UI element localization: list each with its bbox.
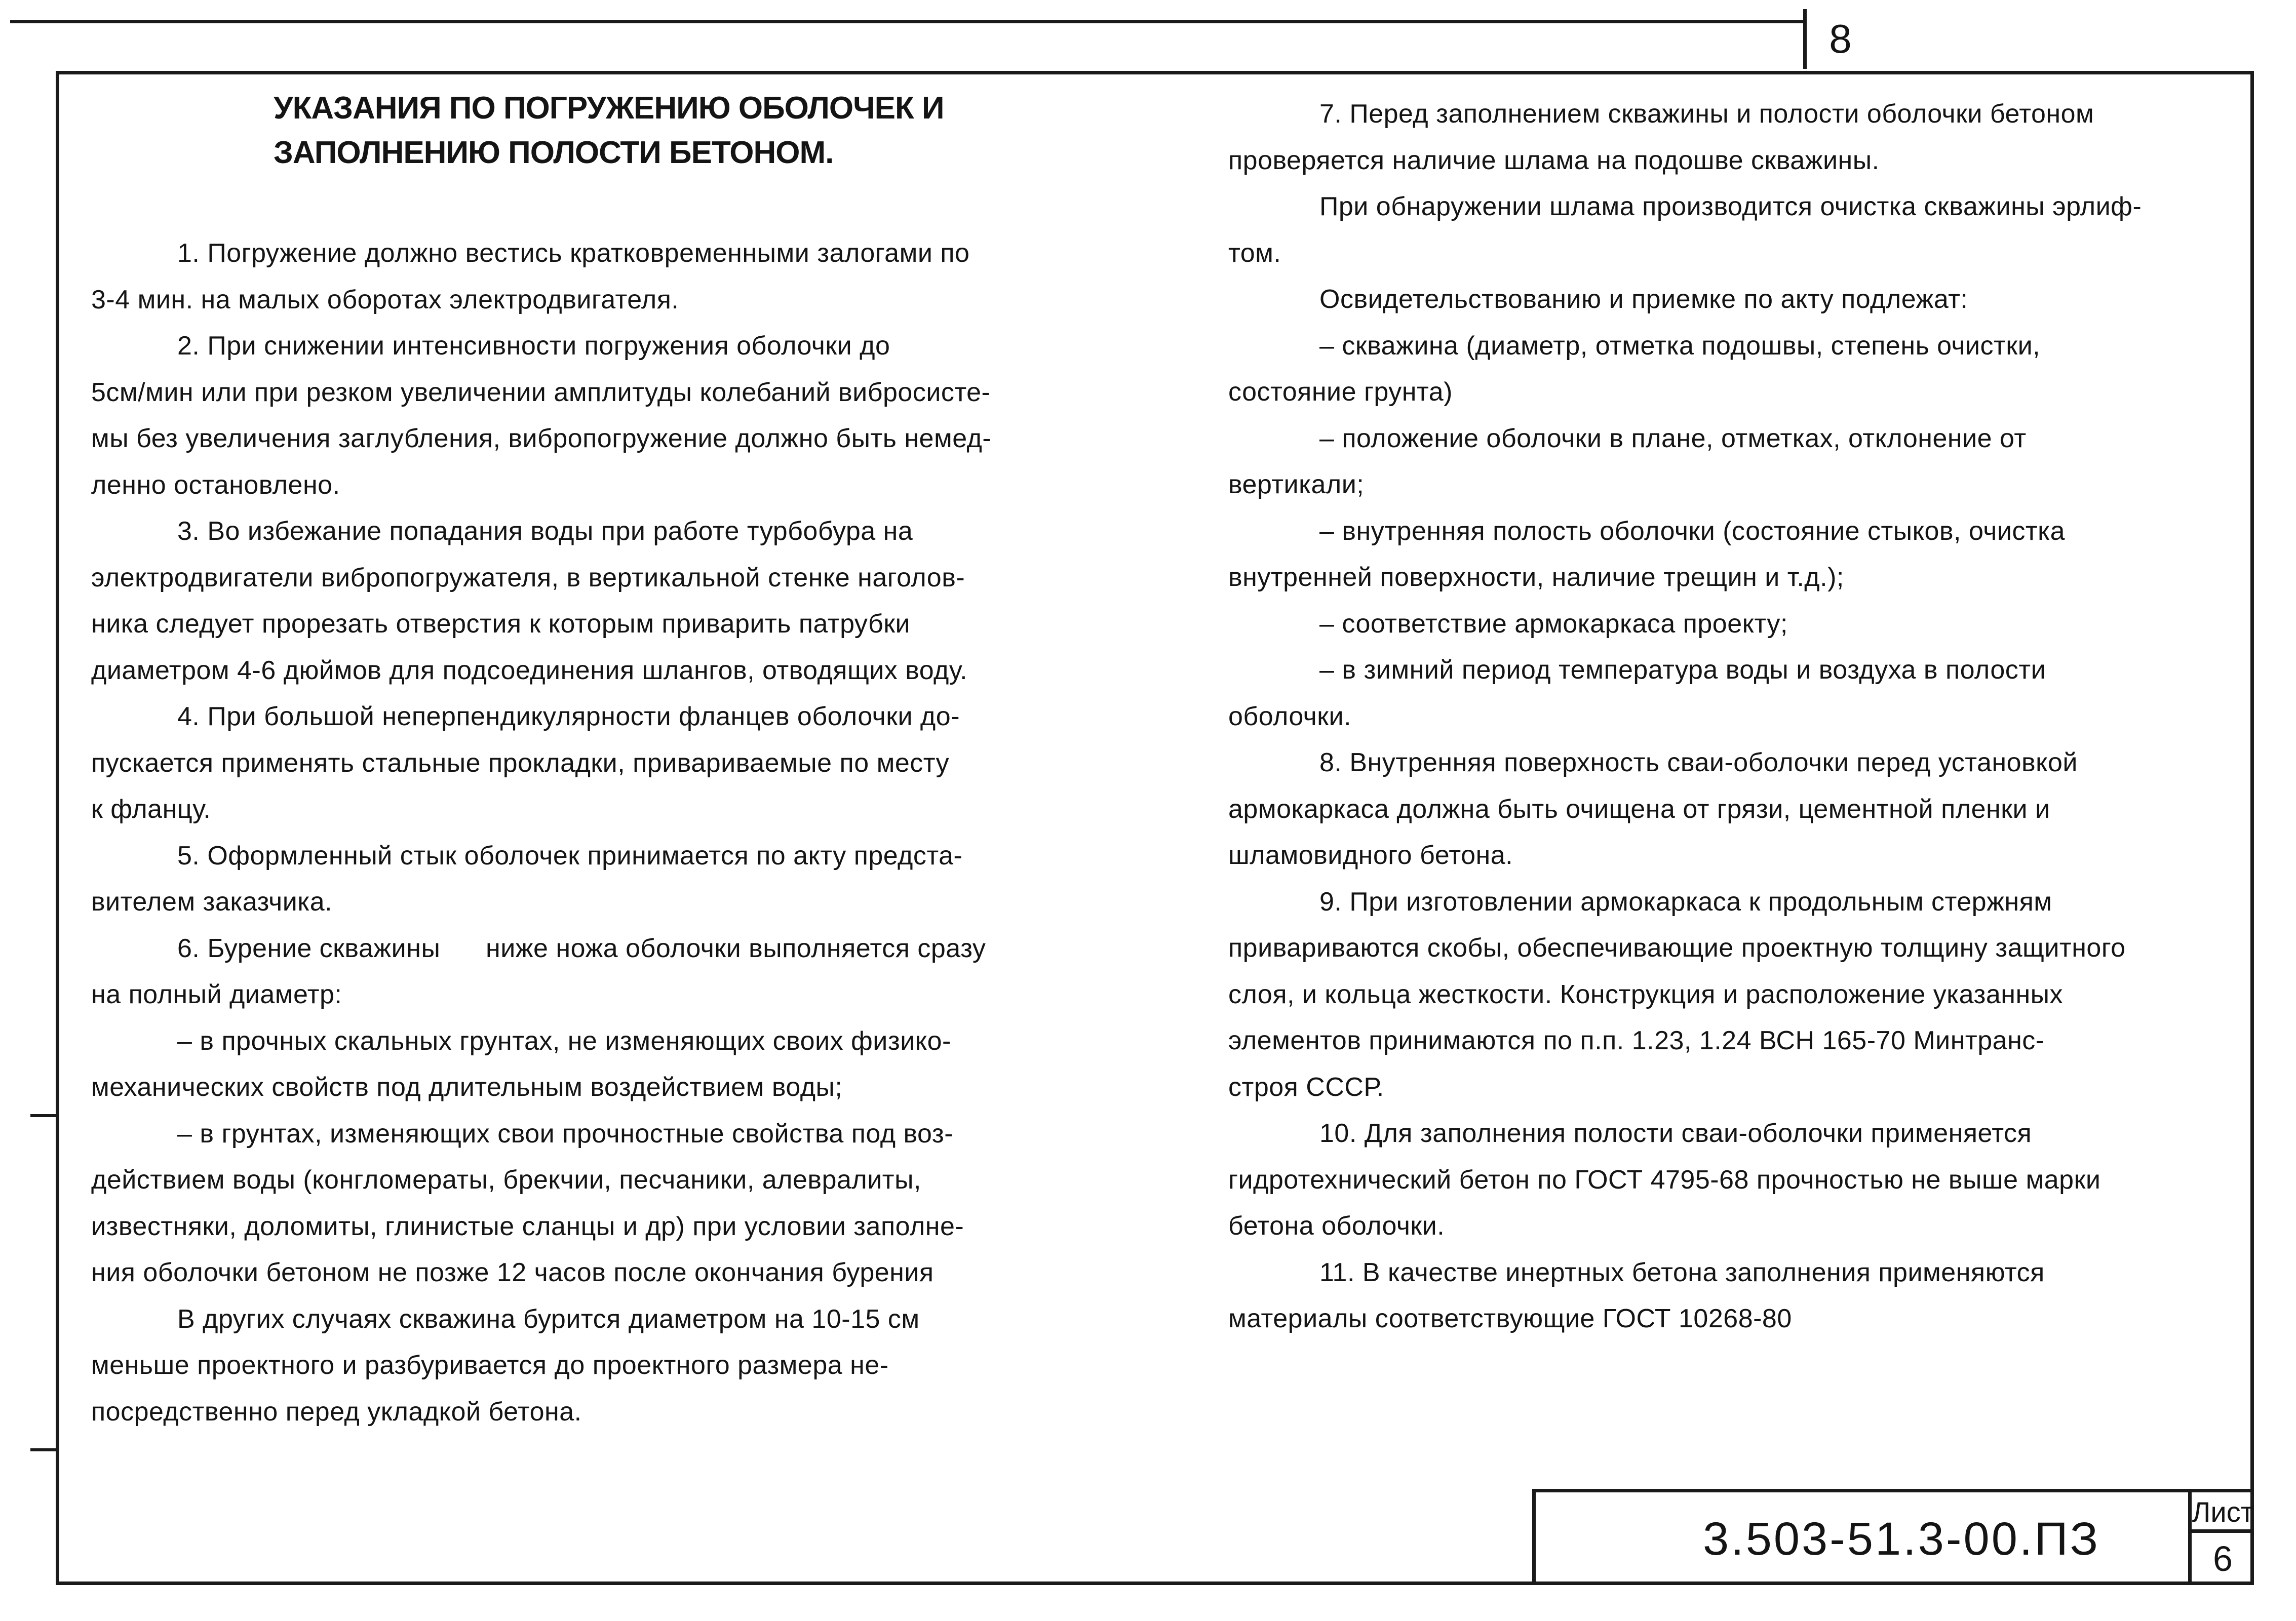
paragraph-line: посредственно перед укладкой бетона. xyxy=(91,1397,582,1427)
page-corner-number-text: 8 xyxy=(1829,16,1852,61)
paragraph-line: ленно остановлено. xyxy=(91,470,340,500)
paragraph-line: 7. Перед заполнением скважины и полости оболочки бетоном xyxy=(1319,99,2094,129)
paragraph-line: состояние грунта) xyxy=(1228,377,1453,407)
paragraph-line: внутренней поверхности, наличие трещин и т.д.); xyxy=(1228,563,1844,592)
margin-tick xyxy=(30,1114,58,1117)
paragraph-line: гидротехнический бетон по ГОСТ 4795-68 прочностью не выше марки xyxy=(1228,1165,2101,1195)
paragraph-line: – в грунтах, изменяющих свои прочностные свойства под воз- xyxy=(177,1119,954,1149)
paragraph-line: на полный диаметр: xyxy=(91,980,342,1009)
page-corner-number xyxy=(1803,9,1874,69)
paragraph-line: оболочки. xyxy=(1228,701,1352,731)
sheet-number: 6 xyxy=(2213,1539,2233,1578)
sheet-cell xyxy=(2188,1492,2254,1585)
paragraph-line: известняки, доломиты, глинистые сланцы и др) при условии заполне- xyxy=(91,1211,964,1241)
paragraph-line: – в прочных скальных грунтах, не изменяющих своих физико- xyxy=(177,1026,951,1056)
paragraph-line: электродвигатели вибропогружателя, в вертикальной стенке наголов- xyxy=(91,563,965,592)
title-line: УКАЗАНИЯ ПО ПОГРУЖЕНИЮ ОБОЛОЧЕК И xyxy=(274,91,944,126)
paragraph-line: элементов принимаются по п.п. 1.23, 1.24 ВСН 165-70 Минтранс- xyxy=(1228,1026,2045,1055)
paragraph-line: 8. Внутренняя поверхность сваи-оболочки перед установкой xyxy=(1319,748,2078,777)
paragraph-line: Освидетельствованию и приемке по акту подлежат: xyxy=(1319,285,1968,314)
title-block-stamp xyxy=(1532,1489,2254,1585)
paragraph-line: том. xyxy=(1228,238,1281,268)
paragraph-line: 3-4 мин. на малых оборотах электродвигателя. xyxy=(91,285,679,314)
paragraph-line: – положение оболочки в плане, отметках, отклонение от xyxy=(1319,423,2027,453)
paragraph-line: бетона оболочки. xyxy=(1228,1211,1445,1241)
paragraph-line: вителем заказчика. xyxy=(91,887,333,917)
paragraph-line: меньше проектного и разбуривается до проектного размера не- xyxy=(91,1351,889,1380)
document-code: 3.503-51.3-00.ПЗ xyxy=(1703,1513,2100,1565)
paragraph-line: диаметром 4-6 дюймов для подсоединения шлангов, отводящих воду. xyxy=(91,655,968,685)
sheet-label: Лист xyxy=(2192,1492,2254,1533)
paragraph-line: 2. При снижении интенсивности погружения оболочки до xyxy=(177,331,890,361)
paragraph-line: механических свойств под длительным воздействием воды; xyxy=(91,1073,843,1102)
right-column xyxy=(1228,91,2142,1342)
paragraph-line: армокаркаса должна быть очищена от грязи, цементной пленки и xyxy=(1228,794,2050,824)
paragraph-line: 5. Оформленный стык оболочек принимается по акту предста- xyxy=(177,841,963,871)
paragraph-line: вертикали; xyxy=(1228,470,1365,499)
paragraph-line: мы без увеличения заглубления, вибропогружение должно быть немед- xyxy=(91,424,992,453)
paragraph-line: – скважина (диаметр, отметка подошвы, степень очистки, xyxy=(1319,331,2041,361)
paragraph-line: 9. При изготовлении армокаркаса к продольным стержням xyxy=(1319,887,2052,917)
paragraph-line: 6. Бурение скважины ниже ножа оболочки выполняется сразу xyxy=(177,933,986,963)
paragraph-line: 10. Для заполнения полости сваи-оболочки применяется xyxy=(1319,1119,2032,1148)
paragraph-line: 4. При большой неперпендикулярности фланцев оболочки до- xyxy=(177,702,960,731)
left-column xyxy=(91,230,991,1435)
paragraph-line: В других случаях скважина бурится диаметром на 10-15 см xyxy=(177,1304,920,1334)
document-title xyxy=(274,86,944,175)
paragraph-line: – соответствие армокаркаса проекту; xyxy=(1319,609,1788,639)
paragraph-line: пускается применять стальные прокладки, привариваемые по месту xyxy=(91,748,950,778)
margin-tick xyxy=(30,1448,58,1451)
paragraph-line: – внутренняя полость оболочки (состояние стыков, очистка xyxy=(1319,516,2065,546)
top-rule xyxy=(10,20,1806,23)
paragraph-line: строя СССР. xyxy=(1228,1072,1384,1102)
paragraph-line: шламовидного бетона. xyxy=(1228,841,1513,870)
paragraph-line: – в зимний период температура воды и воздуха в полости xyxy=(1319,655,2046,685)
title-line: ЗАПОЛНЕНИЮ ПОЛОСТИ БЕТОНОМ. xyxy=(274,135,834,170)
paragraph-line: проверяется наличие шлама на подошве скважины. xyxy=(1228,145,1880,175)
paragraph-line: действием воды (конгломераты, брекчии, песчаники, алевралиты, xyxy=(91,1165,921,1195)
paragraph-line: 5см/мин или при резком увеличении амплитуды колебаний вибросисте- xyxy=(91,377,991,407)
paragraph-line: ника следует прорезать отверстия к которым приварить патрубки xyxy=(91,609,911,639)
paragraph-line: При обнаружении шлама производится очистка скважины эрлиф- xyxy=(1319,192,2142,221)
paragraph-line: привариваются скобы, обеспечивающие проектную толщину защитного xyxy=(1228,933,2126,963)
paragraph-line: материалы соответствующие ГОСТ 10268-80 xyxy=(1228,1304,1792,1333)
paragraph-line: 11. В качестве инертных бетона заполнения применяются xyxy=(1319,1257,2045,1287)
paragraph-line: к фланцу. xyxy=(91,795,211,824)
paragraph-line: слоя, и кольца жесткости. Конструкция и расположение указанных xyxy=(1228,979,2064,1009)
paragraph-line: 1. Погружение должно вестись кратковременными залогами по xyxy=(177,239,970,268)
paragraph-line: ния оболочки бетоном не позже 12 часов после окончания бурения xyxy=(91,1258,934,1287)
paragraph-line: 3. Во избежание попадания воды при работе турбобура на xyxy=(177,517,913,546)
